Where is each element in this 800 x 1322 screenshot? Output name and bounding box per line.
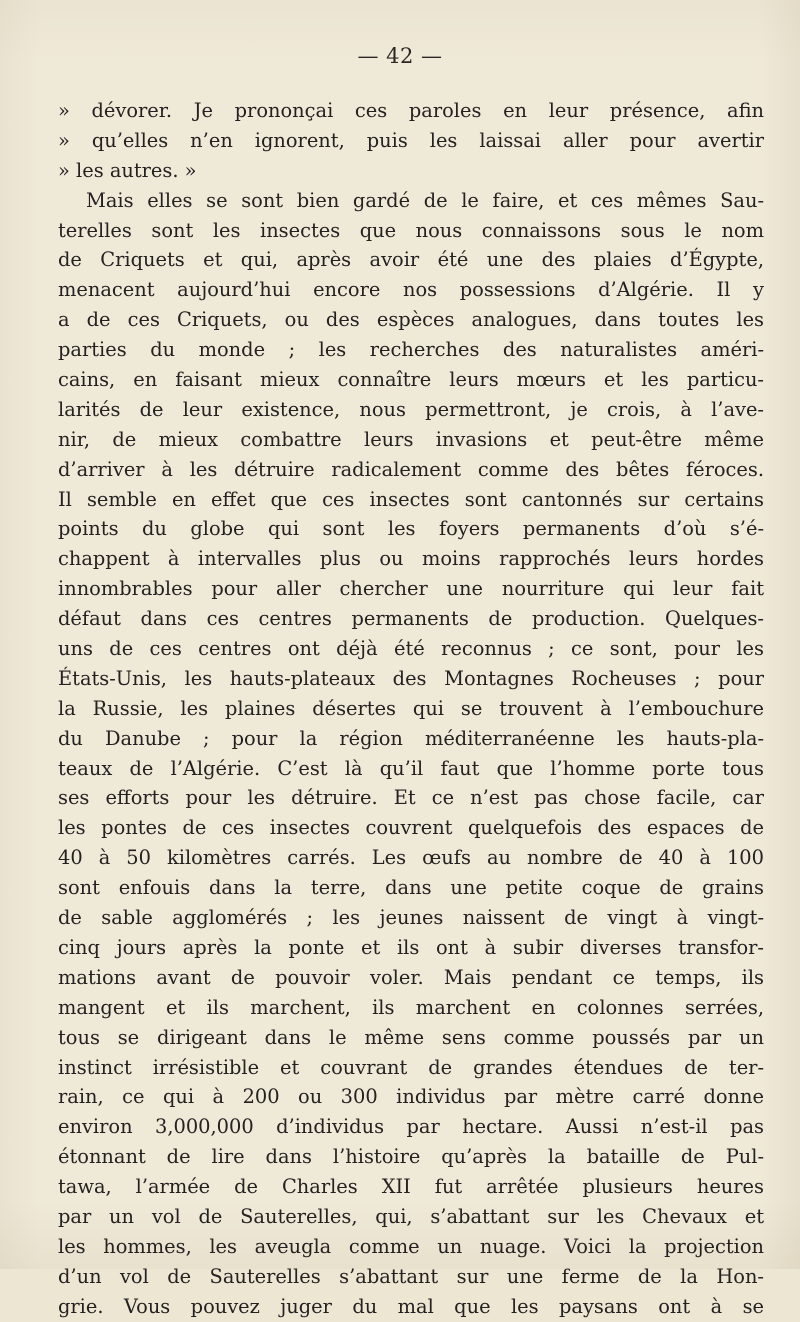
text-line: défaut dans ces centres permanents de production. Quelques- xyxy=(58,607,764,631)
text-line: innombrables pour aller chercher une nourriture qui leur fait xyxy=(58,577,764,601)
text-line: de sable agglomérés ; les jeunes naissent de vingt à vingt- xyxy=(58,906,764,930)
text-line: teaux de l’Algérie. C’est là qu’il faut que l’homme porte tous xyxy=(58,756,764,780)
text-line: les pontes de ces insectes couvrent quelquefois des espaces de xyxy=(58,816,764,840)
text-line: cinq jours après la ponte et ils ont à subir diverses transfor- xyxy=(58,935,764,959)
text-line: larités de leur existence, nous permettront, je crois, à l’ave- xyxy=(58,397,764,421)
paragraph-start: Mais elles se sont bien gardé de le faire, et ces mêmes Sau- xyxy=(86,188,764,212)
text-line: sont enfouis dans la terre, dans une petite coque de grains xyxy=(58,876,764,900)
text-line: États-Unis, les hauts-plateaux des Montagnes Rocheuses ; pour xyxy=(58,666,764,690)
text-line: instinct irrésistible et couvrant de grandes étendues de ter- xyxy=(58,1055,764,1079)
text-line: par un vol de Sauterelles, qui, s’abattant sur les Chevaux et xyxy=(58,1204,764,1228)
text-line: rain, ce qui à 200 ou 300 individus par mètre carré donne xyxy=(58,1085,764,1109)
text-line: a de ces Criquets, ou des espèces analogues, dans toutes les xyxy=(58,308,764,332)
text-line: environ 3,000,000 d’individus par hectare. Aussi n’est-il pas xyxy=(58,1115,764,1139)
body-text xyxy=(58,96,764,1322)
text-line: cains, en faisant mieux connaître leurs mœurs et les particu- xyxy=(58,368,764,392)
text-line: uns de ces centres ont déjà été reconnus ; ce sont, pour les xyxy=(58,637,764,661)
text-line: » les autres. » xyxy=(58,158,197,182)
text-line: tous se dirigeant dans le même sens comme poussés par un xyxy=(58,1025,764,1049)
text-line: » qu’elles n’en ignorent, puis les laissai aller pour avertir xyxy=(58,128,764,152)
text-line: d’un vol de Sauterelles s’abattant sur une ferme de la Hon- xyxy=(58,1264,764,1288)
text-line: mations avant de pouvoir voler. Mais pendant ce temps, ils xyxy=(58,965,764,989)
text-line: nir, de mieux combattre leurs invasions et peut-être même xyxy=(58,427,764,451)
text-line: de Criquets et qui, après avoir été une des plaies d’Égypte, xyxy=(58,248,764,272)
text-line: du Danube ; pour la région méditerranéenne les hauts-pla- xyxy=(58,726,764,750)
text-line: tawa, l’armée de Charles XII fut arrêtée plusieurs heures xyxy=(58,1175,764,1199)
text-line: ses efforts pour les détruire. Et ce n’est pas chose facile, car xyxy=(58,786,764,810)
text-line: la Russie, les plaines désertes qui se trouvent à l’embouchure xyxy=(58,696,764,720)
text-line: les hommes, les aveugla comme un nuage. Voici la projection xyxy=(58,1234,764,1258)
text-line: Il semble en effet que ces insectes sont cantonnés sur certains xyxy=(58,487,764,511)
text-line: mangent et ils marchent, ils marchent en colonnes serrées, xyxy=(58,995,764,1019)
text-line: grie. Vous pouvez juger du mal que les paysans ont à se xyxy=(58,1294,764,1318)
text-line: terelles sont les insectes que nous connaissons sous le nom xyxy=(58,218,764,242)
text-line: points du globe qui sont les foyers permanents d’où s’é- xyxy=(58,517,764,541)
text-line: » dévorer. Je prononçai ces paroles en leur présence, afin xyxy=(58,99,764,122)
text-line: chappent à intervalles plus ou moins rapprochés leurs hordes xyxy=(58,547,764,571)
text-line: menacent aujourd’hui encore nos possessions d’Algérie. Il y xyxy=(58,278,764,302)
text-line: parties du monde ; les recherches des naturalistes améri- xyxy=(58,338,764,362)
text-line: 40 à 50 kilomètres carrés. Les œufs au nombre de 40 à 100 xyxy=(58,846,764,870)
page-number: — 42 — xyxy=(357,44,443,68)
text-line: d’arriver à les détruire radicalement comme des bêtes féroces. xyxy=(58,457,764,481)
text-line: étonnant de lire dans l’histoire qu’après la bataille de Pul- xyxy=(58,1145,764,1169)
